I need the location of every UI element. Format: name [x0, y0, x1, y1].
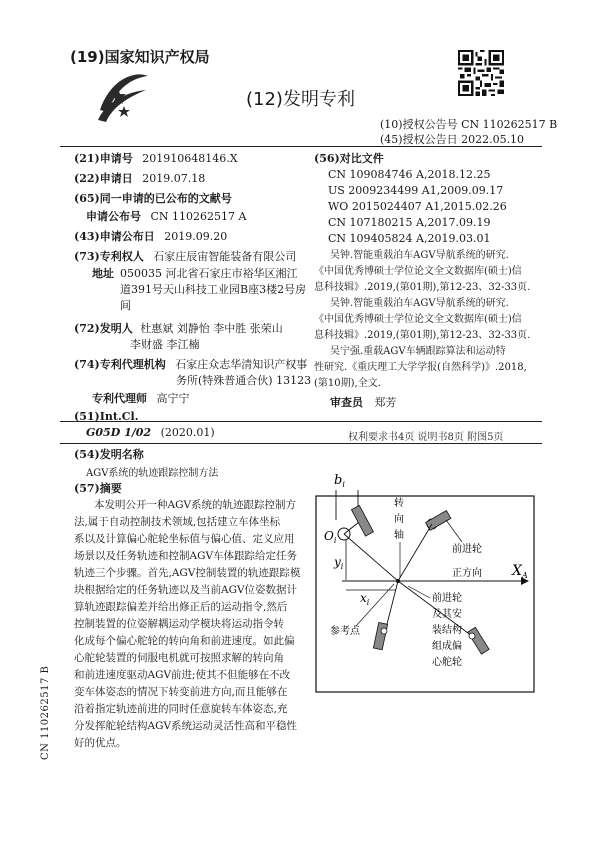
- grant-pub-no: (10)授权公告号 CN 110262517 B: [380, 118, 558, 131]
- ref-line: 吴钟.智能重载泊车AGV导航系统的研究.: [330, 250, 509, 261]
- agent-label: 专利代理师: [92, 392, 147, 405]
- x-label: $x_i$: [360, 591, 370, 607]
- app-date-value: 2019.07.18: [142, 172, 206, 185]
- address-label: 地址: [92, 267, 114, 280]
- divider-low: [60, 443, 542, 444]
- agency-line2: 务所(特殊普通合伙) 13123: [176, 374, 312, 387]
- cited-4: CN 107180215 A,2017.09.19: [328, 216, 491, 229]
- app-no-code: (21)申请号: [74, 152, 133, 165]
- abstract-line: 法,属于自动控制技术领域,包括建立车体坐标: [74, 516, 281, 528]
- examiner-row: [330, 394, 397, 410]
- cnipa-logo: [96, 70, 154, 125]
- inventors-row: [74, 320, 283, 336]
- abstract-line: 控制装置的位姿解耦运动学模块将运动指令转: [74, 618, 284, 630]
- wheel-top-left: [351, 505, 373, 536]
- doc-type: (12)发明专利: [246, 89, 355, 110]
- pub-no-value: CN 110262517 A: [150, 210, 247, 223]
- inventors-code: (72)发明人: [74, 322, 133, 335]
- patentee-value: 石家庄辰宙智能装备有限公司: [153, 250, 297, 263]
- agv-body-frame: [316, 496, 534, 692]
- address-line3: 间: [120, 299, 131, 312]
- ipc-class: G05D 1/02: [86, 426, 152, 439]
- office-name: (19)国家知识产权局: [70, 48, 210, 66]
- ref-line: 吴钟.智能重载泊车AGV导航系统的研究.: [330, 298, 509, 309]
- abstract-code: (57)摘要: [74, 482, 122, 495]
- ref-line: 《中国优秀博硕士学位论文全文数据库(硕士)信: [314, 314, 522, 325]
- ref-line: 性研究.《重庆理工大学学报(自然科学)》.2018,: [314, 362, 527, 373]
- abstract-line: 系以及计算偏心舵轮坐标值与偏心值、定义应用: [74, 533, 295, 545]
- abstract-line: 场景以及任务轨迹和控制AGV车体跟踪给定任务: [74, 550, 298, 562]
- positive-dir-label: 正方向: [452, 568, 482, 579]
- patentee-row: [74, 248, 296, 264]
- address-line2: 道391号天山科技工业园B座3楼2号房: [120, 283, 307, 296]
- examiner-label: 审查员: [330, 396, 363, 409]
- abstract-line: 和前进速度驱动AGV前进;使其不但能够在不改: [74, 669, 291, 681]
- ref-point-label: 参考点: [330, 626, 360, 637]
- abstract-body: [74, 497, 302, 752]
- pub-date-row: [74, 228, 227, 244]
- pages-info: 权利要求书4页 说明书8页 附图5页: [348, 432, 504, 443]
- address-line1: 050035 河北省石家庄市裕华区湘江: [120, 267, 298, 280]
- agency-row: [74, 356, 307, 372]
- pub-no-row: [86, 208, 246, 224]
- ref-line: (第10期),全文.: [314, 378, 381, 389]
- agent-value: 高宁宁: [156, 392, 190, 405]
- inventors-line1: 杜惠斌 刘静怡 李中胜 张荣山: [140, 322, 283, 335]
- abstract-line: 化成每个偏心舵轮的转向角和前进速度。如此偏: [74, 635, 295, 647]
- same-app-code: (65)同一申请的已公布的文献号: [74, 192, 232, 205]
- xa-label: $X_A$: [512, 563, 528, 580]
- abstract-line: 算轨迹跟踪偏差并给出修正后的运动指令,然后: [74, 601, 288, 613]
- cited-1: CN 109084746 A,2018.12.25: [328, 168, 491, 181]
- patentee-code: (73)专利权人: [74, 250, 144, 263]
- wheel-top-right: [426, 511, 451, 531]
- app-no-row: [74, 150, 238, 166]
- steer-axis-label: 转 向 轴: [394, 498, 404, 541]
- center-point: [396, 579, 400, 583]
- cited-2: US 2009234499 A1,2009.09.17: [328, 184, 504, 197]
- invention-title: AGV系统的轨迹跟踪控制方法: [86, 468, 219, 479]
- wheel-bottom-right: [468, 627, 489, 654]
- cited-3: WO 2015024407 A1,2015.02.26: [328, 200, 507, 213]
- wheel-desc-label: 前进轮 及其安 装结构 组成偏 心舵轮: [432, 593, 462, 668]
- wheel-bottom-left: [373, 622, 387, 649]
- qr-code: [458, 50, 504, 96]
- abstract-line: 变车体姿态的情况下转变前进方向,而且能够在: [74, 686, 288, 698]
- divider-top: [60, 146, 542, 147]
- pivot-circle-br: [469, 633, 475, 639]
- pub-date-value: 2019.09.20: [164, 230, 228, 243]
- abstract-line: 沿着指定轨迹前进的同时任意旋转车体姿态,充: [74, 703, 288, 715]
- abstract-line: 块根据给定的任务轨迹以及当前AGV位姿数据计: [74, 584, 298, 596]
- pub-date-code: (43)申请公布日: [74, 230, 155, 243]
- ref-line: 《中国优秀博硕士学位论文全文数据库(硕士)信: [314, 266, 522, 277]
- y-label: $y_i$: [334, 555, 344, 571]
- front-wheel-leader: [446, 520, 462, 542]
- ipc-row: [86, 426, 215, 439]
- app-no-value: 201910648146.X: [142, 152, 238, 165]
- examiner-value: 郑芳: [374, 396, 397, 409]
- abstract-line: 分发挥舵轮结构AGV系统运动灵活性高和平稳性: [74, 720, 298, 732]
- o-label: $O_i$: [324, 529, 337, 545]
- agent-row: [92, 390, 190, 406]
- app-date-row: [74, 170, 205, 186]
- app-date-code: (22)申请日: [74, 172, 133, 185]
- ipc-date: (2020.01): [160, 426, 215, 439]
- agv-figure: [312, 468, 546, 694]
- ref-line: 息科技辑》.2019,(第01期),第12-23、32-33页.: [314, 330, 531, 341]
- abstract-line: 好的优点。: [74, 737, 127, 749]
- agency-line1: 石家庄众志华清知识产权事: [175, 358, 308, 371]
- title-code: (54)发明名称: [74, 448, 144, 461]
- abstract-line: 轨迹三个步骤。首先,AGV控制装置的轨迹跟踪模: [74, 567, 301, 579]
- side-code: CN 110262517 B: [40, 665, 51, 760]
- grant-pub-date: (45)授权公告日 2022.05.10: [380, 133, 525, 146]
- front-wheel-label: 前进轮: [452, 544, 482, 555]
- intcl-code: (51)Int.Cl.: [74, 410, 139, 423]
- pub-no-label: 申请公布号: [86, 210, 141, 223]
- cited-code: (56)对比文件: [314, 152, 384, 165]
- cited-5: CN 109405824 A,2019.03.01: [328, 232, 491, 245]
- diag-line-3: [386, 581, 398, 628]
- agency-code: (74)专利代理机构: [74, 358, 166, 371]
- ref-line: 吴宁强.重载AGV车辆跟踪算法和运动特: [330, 346, 506, 357]
- ref-line: 息科技辑》.2019,(第01期),第12-23、32-33页.: [314, 282, 531, 293]
- divider-mid: [60, 421, 542, 422]
- pivot-circle-bl: [381, 628, 387, 634]
- abstract-line: 心舵轮装置的伺服电机就可按照求解的转向角: [74, 652, 284, 664]
- inventors-line2: 李财盛 李江楠: [130, 338, 200, 351]
- b-label: $b_i$: [334, 473, 345, 489]
- abstract-line: 本发明公开一种AGV系统的轨迹跟踪控制方: [94, 499, 297, 511]
- diag-line-1: [344, 534, 398, 581]
